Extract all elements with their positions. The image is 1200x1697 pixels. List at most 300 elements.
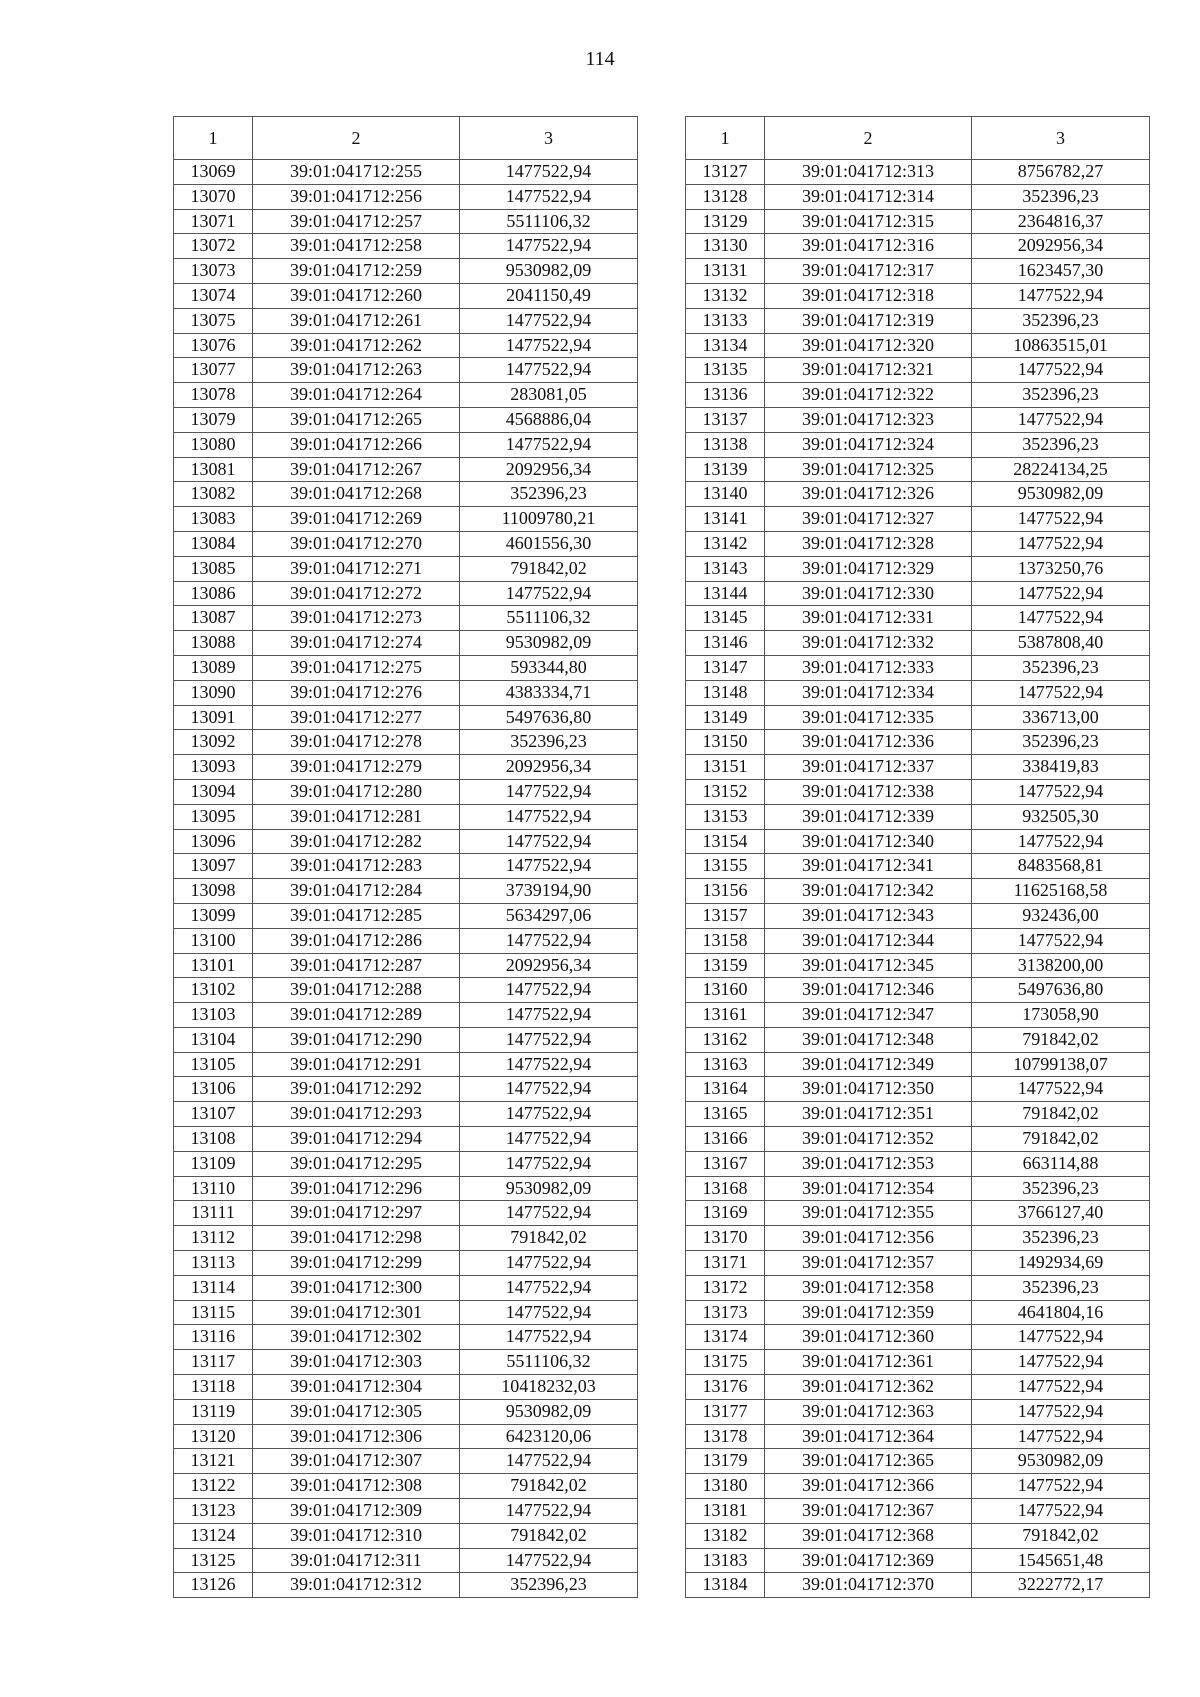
value-cell: 9530982,09 xyxy=(460,1399,638,1424)
table-row xyxy=(174,308,638,333)
cadastral-number-cell: 39:01:041712:324 xyxy=(765,432,972,457)
cadastral-number-cell: 39:01:041712:281 xyxy=(253,804,460,829)
value-cell: 1477522,94 xyxy=(972,283,1150,308)
table-row xyxy=(174,1127,638,1152)
cadastral-number-cell: 39:01:041712:258 xyxy=(253,234,460,259)
value-cell: 5511106,32 xyxy=(460,606,638,631)
row-number-cell: 13164 xyxy=(686,1077,765,1102)
cadastral-number-cell: 39:01:041712:342 xyxy=(765,879,972,904)
row-number-cell: 13181 xyxy=(686,1499,765,1524)
table-row xyxy=(686,1275,1150,1300)
table-row xyxy=(686,556,1150,581)
row-number-cell: 13180 xyxy=(686,1474,765,1499)
cadastral-number-cell: 39:01:041712:318 xyxy=(765,283,972,308)
table-row xyxy=(686,1573,1150,1598)
table-row xyxy=(686,1350,1150,1375)
value-cell: 1477522,94 xyxy=(460,978,638,1003)
table-body-left xyxy=(174,160,638,1598)
table-row xyxy=(686,1226,1150,1251)
table-row xyxy=(174,1003,638,1028)
row-number-cell: 13146 xyxy=(686,631,765,656)
table-row xyxy=(174,779,638,804)
cadastral-number-cell: 39:01:041712:290 xyxy=(253,1027,460,1052)
cadastral-number-cell: 39:01:041712:311 xyxy=(253,1548,460,1573)
value-cell: 4383334,71 xyxy=(460,680,638,705)
row-number-cell: 13089 xyxy=(174,655,253,680)
cadastral-number-cell: 39:01:041712:279 xyxy=(253,755,460,780)
row-number-cell: 13080 xyxy=(174,432,253,457)
cadastral-number-cell: 39:01:041712:261 xyxy=(253,308,460,333)
value-cell: 1477522,94 xyxy=(972,1325,1150,1350)
value-cell: 352396,23 xyxy=(460,1573,638,1598)
table-row xyxy=(174,1052,638,1077)
cadastral-number-cell: 39:01:041712:339 xyxy=(765,804,972,829)
table-row xyxy=(686,854,1150,879)
cadastral-number-cell: 39:01:041712:369 xyxy=(765,1548,972,1573)
table-row xyxy=(686,1003,1150,1028)
value-cell: 1477522,94 xyxy=(972,531,1150,556)
cadastral-number-cell: 39:01:041712:256 xyxy=(253,184,460,209)
value-cell: 1477522,94 xyxy=(460,358,638,383)
value-cell: 2092956,34 xyxy=(460,755,638,780)
cadastral-number-cell: 39:01:041712:259 xyxy=(253,259,460,284)
table-row xyxy=(174,581,638,606)
register-table-left xyxy=(173,116,638,1598)
cadastral-number-cell: 39:01:041712:288 xyxy=(253,978,460,1003)
value-cell: 2041150,49 xyxy=(460,283,638,308)
table-row xyxy=(686,953,1150,978)
cadastral-number-cell: 39:01:041712:333 xyxy=(765,655,972,680)
table-row xyxy=(686,358,1150,383)
cadastral-number-cell: 39:01:041712:255 xyxy=(253,160,460,185)
header-cell-col1: 1 xyxy=(174,117,253,160)
value-cell: 5511106,32 xyxy=(460,209,638,234)
cadastral-number-cell: 39:01:041712:368 xyxy=(765,1523,972,1548)
table-row xyxy=(174,184,638,209)
value-cell: 3766127,40 xyxy=(972,1201,1150,1226)
table-row xyxy=(174,1201,638,1226)
table-row xyxy=(174,407,638,432)
cadastral-number-cell: 39:01:041712:322 xyxy=(765,383,972,408)
value-cell: 593344,80 xyxy=(460,655,638,680)
table-row xyxy=(174,829,638,854)
cadastral-number-cell: 39:01:041712:345 xyxy=(765,953,972,978)
row-number-cell: 13149 xyxy=(686,705,765,730)
value-cell: 1477522,94 xyxy=(460,1325,638,1350)
table-row xyxy=(686,1151,1150,1176)
cadastral-number-cell: 39:01:041712:260 xyxy=(253,283,460,308)
row-number-cell: 13128 xyxy=(686,184,765,209)
row-number-cell: 13083 xyxy=(174,507,253,532)
value-cell: 2092956,34 xyxy=(972,234,1150,259)
row-number-cell: 13171 xyxy=(686,1251,765,1276)
cadastral-number-cell: 39:01:041712:277 xyxy=(253,705,460,730)
table-row xyxy=(174,1300,638,1325)
value-cell: 2364816,37 xyxy=(972,209,1150,234)
table-row xyxy=(174,1275,638,1300)
table-row xyxy=(174,1548,638,1573)
cadastral-number-cell: 39:01:041712:294 xyxy=(253,1127,460,1152)
cadastral-number-cell: 39:01:041712:328 xyxy=(765,531,972,556)
cadastral-number-cell: 39:01:041712:315 xyxy=(765,209,972,234)
cadastral-number-cell: 39:01:041712:309 xyxy=(253,1499,460,1524)
row-number-cell: 13119 xyxy=(174,1399,253,1424)
cadastral-number-cell: 39:01:041712:303 xyxy=(253,1350,460,1375)
table-row xyxy=(686,1375,1150,1400)
value-cell: 1477522,94 xyxy=(972,829,1150,854)
table-row xyxy=(686,1176,1150,1201)
cadastral-number-cell: 39:01:041712:301 xyxy=(253,1300,460,1325)
row-number-cell: 13132 xyxy=(686,283,765,308)
cadastral-number-cell: 39:01:041712:353 xyxy=(765,1151,972,1176)
value-cell: 4568886,04 xyxy=(460,407,638,432)
cadastral-number-cell: 39:01:041712:327 xyxy=(765,507,972,532)
cadastral-number-cell: 39:01:041712:341 xyxy=(765,854,972,879)
row-number-cell: 13145 xyxy=(686,606,765,631)
row-number-cell: 13168 xyxy=(686,1176,765,1201)
row-number-cell: 13161 xyxy=(686,1003,765,1028)
cadastral-number-cell: 39:01:041712:347 xyxy=(765,1003,972,1028)
table-row xyxy=(686,209,1150,234)
cadastral-number-cell: 39:01:041712:317 xyxy=(765,259,972,284)
row-number-cell: 13134 xyxy=(686,333,765,358)
value-cell: 1477522,94 xyxy=(460,1499,638,1524)
value-cell: 1373250,76 xyxy=(972,556,1150,581)
value-cell: 10799138,07 xyxy=(972,1052,1150,1077)
value-cell: 10863515,01 xyxy=(972,333,1150,358)
row-number-cell: 13114 xyxy=(174,1275,253,1300)
value-cell: 791842,02 xyxy=(972,1027,1150,1052)
row-number-cell: 13150 xyxy=(686,730,765,755)
table-row xyxy=(174,978,638,1003)
cadastral-number-cell: 39:01:041712:276 xyxy=(253,680,460,705)
row-number-cell: 13165 xyxy=(686,1102,765,1127)
row-number-cell: 13169 xyxy=(686,1201,765,1226)
value-cell: 9530982,09 xyxy=(972,482,1150,507)
header-row xyxy=(686,117,1150,160)
value-cell: 1477522,94 xyxy=(460,333,638,358)
table-row xyxy=(174,1499,638,1524)
value-cell: 1477522,94 xyxy=(972,1375,1150,1400)
row-number-cell: 13124 xyxy=(174,1523,253,1548)
table-row xyxy=(174,1350,638,1375)
table-row xyxy=(686,1300,1150,1325)
row-number-cell: 13074 xyxy=(174,283,253,308)
value-cell: 1477522,94 xyxy=(460,1548,638,1573)
cadastral-number-cell: 39:01:041712:269 xyxy=(253,507,460,532)
cadastral-number-cell: 39:01:041712:299 xyxy=(253,1251,460,1276)
cadastral-number-cell: 39:01:041712:319 xyxy=(765,308,972,333)
table-row xyxy=(686,1052,1150,1077)
table-row xyxy=(174,1251,638,1276)
row-number-cell: 13088 xyxy=(174,631,253,656)
header-cell-col3: 3 xyxy=(972,117,1150,160)
cadastral-number-cell: 39:01:041712:312 xyxy=(253,1573,460,1598)
table-row xyxy=(686,531,1150,556)
cadastral-number-cell: 39:01:041712:292 xyxy=(253,1077,460,1102)
cadastral-number-cell: 39:01:041712:272 xyxy=(253,581,460,606)
table-row xyxy=(174,482,638,507)
table-row xyxy=(686,1102,1150,1127)
table-body-right xyxy=(686,160,1150,1598)
table-row xyxy=(686,308,1150,333)
value-cell: 1477522,94 xyxy=(460,1275,638,1300)
value-cell: 336713,00 xyxy=(972,705,1150,730)
cadastral-number-cell: 39:01:041712:270 xyxy=(253,531,460,556)
value-cell: 1477522,94 xyxy=(460,854,638,879)
cadastral-number-cell: 39:01:041712:338 xyxy=(765,779,972,804)
cadastral-number-cell: 39:01:041712:320 xyxy=(765,333,972,358)
cadastral-number-cell: 39:01:041712:356 xyxy=(765,1226,972,1251)
cadastral-number-cell: 39:01:041712:331 xyxy=(765,606,972,631)
cadastral-number-cell: 39:01:041712:262 xyxy=(253,333,460,358)
value-cell: 3222772,17 xyxy=(972,1573,1150,1598)
value-cell: 1477522,94 xyxy=(972,407,1150,432)
cadastral-number-cell: 39:01:041712:314 xyxy=(765,184,972,209)
value-cell: 791842,02 xyxy=(460,1474,638,1499)
cadastral-number-cell: 39:01:041712:337 xyxy=(765,755,972,780)
row-number-cell: 13073 xyxy=(174,259,253,284)
value-cell: 11625168,58 xyxy=(972,879,1150,904)
value-cell: 28224134,25 xyxy=(972,457,1150,482)
table-row xyxy=(174,1077,638,1102)
row-number-cell: 13121 xyxy=(174,1449,253,1474)
row-number-cell: 13105 xyxy=(174,1052,253,1077)
row-number-cell: 13081 xyxy=(174,457,253,482)
row-number-cell: 13113 xyxy=(174,1251,253,1276)
row-number-cell: 13152 xyxy=(686,779,765,804)
table-row xyxy=(174,1449,638,1474)
row-number-cell: 13156 xyxy=(686,879,765,904)
value-cell: 5387808,40 xyxy=(972,631,1150,656)
row-number-cell: 13117 xyxy=(174,1350,253,1375)
cadastral-number-cell: 39:01:041712:283 xyxy=(253,854,460,879)
value-cell: 663114,88 xyxy=(972,1151,1150,1176)
value-cell: 1477522,94 xyxy=(972,928,1150,953)
value-cell: 1477522,94 xyxy=(460,1102,638,1127)
row-number-cell: 13136 xyxy=(686,383,765,408)
row-number-cell: 13077 xyxy=(174,358,253,383)
value-cell: 352396,23 xyxy=(972,1275,1150,1300)
row-number-cell: 13112 xyxy=(174,1226,253,1251)
row-number-cell: 13110 xyxy=(174,1176,253,1201)
row-number-cell: 13103 xyxy=(174,1003,253,1028)
table-row xyxy=(686,755,1150,780)
table-row xyxy=(686,903,1150,928)
value-cell: 791842,02 xyxy=(460,1226,638,1251)
cadastral-number-cell: 39:01:041712:326 xyxy=(765,482,972,507)
row-number-cell: 13095 xyxy=(174,804,253,829)
table-row xyxy=(686,234,1150,259)
cadastral-number-cell: 39:01:041712:329 xyxy=(765,556,972,581)
row-number-cell: 13101 xyxy=(174,953,253,978)
value-cell: 1477522,94 xyxy=(460,1201,638,1226)
table-row xyxy=(174,1523,638,1548)
value-cell: 1477522,94 xyxy=(460,1027,638,1052)
row-number-cell: 13085 xyxy=(174,556,253,581)
cadastral-number-cell: 39:01:041712:358 xyxy=(765,1275,972,1300)
cadastral-number-cell: 39:01:041712:355 xyxy=(765,1201,972,1226)
value-cell: 791842,02 xyxy=(972,1523,1150,1548)
cadastral-number-cell: 39:01:041712:310 xyxy=(253,1523,460,1548)
value-cell: 173058,90 xyxy=(972,1003,1150,1028)
row-number-cell: 13116 xyxy=(174,1325,253,1350)
value-cell: 1477522,94 xyxy=(460,1127,638,1152)
cadastral-number-cell: 39:01:041712:257 xyxy=(253,209,460,234)
table-row xyxy=(174,1424,638,1449)
row-number-cell: 13106 xyxy=(174,1077,253,1102)
value-cell: 352396,23 xyxy=(972,308,1150,333)
value-cell: 1477522,94 xyxy=(460,432,638,457)
value-cell: 352396,23 xyxy=(460,482,638,507)
table-row xyxy=(686,1523,1150,1548)
table-row xyxy=(174,1325,638,1350)
table-row xyxy=(686,160,1150,185)
row-number-cell: 13154 xyxy=(686,829,765,854)
value-cell: 1477522,94 xyxy=(972,1499,1150,1524)
table-row xyxy=(174,1176,638,1201)
cadastral-number-cell: 39:01:041712:350 xyxy=(765,1077,972,1102)
table-row xyxy=(174,283,638,308)
table-row xyxy=(686,482,1150,507)
table-row xyxy=(686,1027,1150,1052)
row-number-cell: 13120 xyxy=(174,1424,253,1449)
row-number-cell: 13123 xyxy=(174,1499,253,1524)
table-row xyxy=(174,705,638,730)
cadastral-number-cell: 39:01:041712:325 xyxy=(765,457,972,482)
table-row xyxy=(686,457,1150,482)
value-cell: 1477522,94 xyxy=(972,1077,1150,1102)
table-row xyxy=(174,1102,638,1127)
value-cell: 1477522,94 xyxy=(460,804,638,829)
row-number-cell: 13086 xyxy=(174,581,253,606)
table-row xyxy=(686,432,1150,457)
header-cell-col1: 1 xyxy=(686,117,765,160)
value-cell: 352396,23 xyxy=(972,1226,1150,1251)
row-number-cell: 13151 xyxy=(686,755,765,780)
value-cell: 1477522,94 xyxy=(972,507,1150,532)
cadastral-number-cell: 39:01:041712:367 xyxy=(765,1499,972,1524)
row-number-cell: 13135 xyxy=(686,358,765,383)
cadastral-number-cell: 39:01:041712:352 xyxy=(765,1127,972,1152)
value-cell: 352396,23 xyxy=(972,184,1150,209)
row-number-cell: 13182 xyxy=(686,1523,765,1548)
value-cell: 2092956,34 xyxy=(460,457,638,482)
table-row xyxy=(174,383,638,408)
row-number-cell: 13076 xyxy=(174,333,253,358)
cadastral-number-cell: 39:01:041712:313 xyxy=(765,160,972,185)
row-number-cell: 13129 xyxy=(686,209,765,234)
table-row xyxy=(686,1201,1150,1226)
row-number-cell: 13133 xyxy=(686,308,765,333)
value-cell: 1477522,94 xyxy=(460,581,638,606)
value-cell: 1477522,94 xyxy=(972,1399,1150,1424)
value-cell: 791842,02 xyxy=(460,556,638,581)
value-cell: 1477522,94 xyxy=(972,606,1150,631)
row-number-cell: 13139 xyxy=(686,457,765,482)
value-cell: 1477522,94 xyxy=(460,234,638,259)
table-row xyxy=(686,1251,1150,1276)
table-row xyxy=(174,606,638,631)
row-number-cell: 13148 xyxy=(686,680,765,705)
row-number-cell: 13143 xyxy=(686,556,765,581)
cadastral-number-cell: 39:01:041712:305 xyxy=(253,1399,460,1424)
table-row xyxy=(174,358,638,383)
row-number-cell: 13140 xyxy=(686,482,765,507)
value-cell: 4601556,30 xyxy=(460,531,638,556)
table-row xyxy=(174,655,638,680)
row-number-cell: 13075 xyxy=(174,308,253,333)
table-row xyxy=(174,953,638,978)
value-cell: 5634297,06 xyxy=(460,903,638,928)
cadastral-number-cell: 39:01:041712:351 xyxy=(765,1102,972,1127)
value-cell: 1477522,94 xyxy=(460,184,638,209)
row-number-cell: 13070 xyxy=(174,184,253,209)
row-number-cell: 13127 xyxy=(686,160,765,185)
row-number-cell: 13125 xyxy=(174,1548,253,1573)
table-row xyxy=(686,779,1150,804)
row-number-cell: 13096 xyxy=(174,829,253,854)
header-cell-col3: 3 xyxy=(460,117,638,160)
cadastral-number-cell: 39:01:041712:278 xyxy=(253,730,460,755)
value-cell: 283081,05 xyxy=(460,383,638,408)
cadastral-number-cell: 39:01:041712:286 xyxy=(253,928,460,953)
row-number-cell: 13115 xyxy=(174,1300,253,1325)
value-cell: 352396,23 xyxy=(972,655,1150,680)
cadastral-number-cell: 39:01:041712:361 xyxy=(765,1350,972,1375)
table-row xyxy=(174,631,638,656)
cadastral-number-cell: 39:01:041712:273 xyxy=(253,606,460,631)
table-row xyxy=(174,1027,638,1052)
cadastral-number-cell: 39:01:041712:300 xyxy=(253,1275,460,1300)
value-cell: 1477522,94 xyxy=(972,358,1150,383)
value-cell: 338419,83 xyxy=(972,755,1150,780)
value-cell: 1477522,94 xyxy=(460,1251,638,1276)
row-number-cell: 13107 xyxy=(174,1102,253,1127)
table-row xyxy=(174,160,638,185)
value-cell: 1477522,94 xyxy=(972,1350,1150,1375)
value-cell: 1477522,94 xyxy=(460,1052,638,1077)
value-cell: 5511106,32 xyxy=(460,1350,638,1375)
value-cell: 1477522,94 xyxy=(460,779,638,804)
table-row xyxy=(686,1399,1150,1424)
cadastral-number-cell: 39:01:041712:346 xyxy=(765,978,972,1003)
value-cell: 10418232,03 xyxy=(460,1375,638,1400)
row-number-cell: 13138 xyxy=(686,432,765,457)
value-cell: 1477522,94 xyxy=(972,1424,1150,1449)
row-number-cell: 13173 xyxy=(686,1300,765,1325)
row-number-cell: 13158 xyxy=(686,928,765,953)
cadastral-number-cell: 39:01:041712:349 xyxy=(765,1052,972,1077)
table-row xyxy=(174,1474,638,1499)
cadastral-number-cell: 39:01:041712:336 xyxy=(765,730,972,755)
cadastral-number-cell: 39:01:041712:267 xyxy=(253,457,460,482)
value-cell: 932436,00 xyxy=(972,903,1150,928)
table-row xyxy=(686,655,1150,680)
value-cell: 1477522,94 xyxy=(460,160,638,185)
table-row xyxy=(174,1399,638,1424)
cadastral-number-cell: 39:01:041712:359 xyxy=(765,1300,972,1325)
cadastral-number-cell: 39:01:041712:274 xyxy=(253,631,460,656)
row-number-cell: 13184 xyxy=(686,1573,765,1598)
value-cell: 352396,23 xyxy=(972,432,1150,457)
cadastral-number-cell: 39:01:041712:280 xyxy=(253,779,460,804)
cadastral-number-cell: 39:01:041712:275 xyxy=(253,655,460,680)
table-row xyxy=(174,259,638,284)
cadastral-number-cell: 39:01:041712:298 xyxy=(253,1226,460,1251)
row-number-cell: 13104 xyxy=(174,1027,253,1052)
table-row xyxy=(174,234,638,259)
